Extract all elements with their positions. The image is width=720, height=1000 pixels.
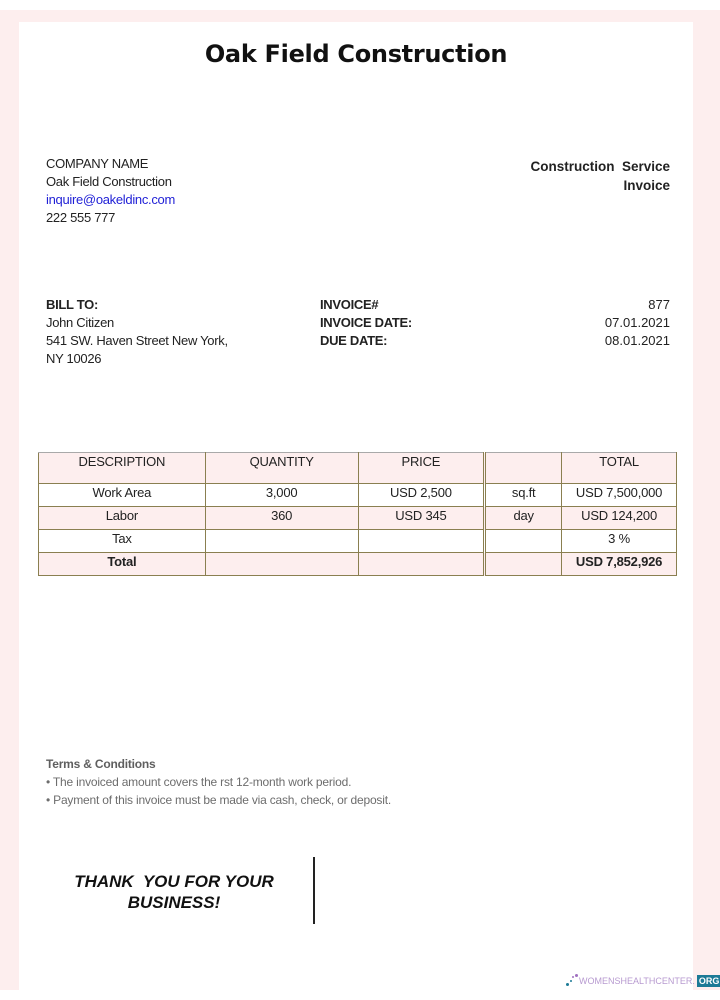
watermark-dots-icon: [566, 974, 578, 988]
company-phone: 222 555 777: [46, 210, 115, 225]
watermark-badge: ORG: [698, 976, 720, 986]
column-header-quantity: QUANTITY: [205, 453, 358, 484]
thank-you-line2: BUSINESS!: [127, 893, 221, 912]
invoice-number-row: [320, 296, 670, 314]
invoice-number-value: 877: [648, 297, 670, 312]
cell-unit: day: [485, 507, 562, 530]
cell-description: Total: [39, 553, 206, 576]
cell-total: 3 %: [562, 530, 677, 553]
column-header-unit: [485, 453, 562, 484]
cell-price: USD 2,500: [358, 484, 485, 507]
watermark: [566, 974, 720, 988]
invoice-date-row: [320, 314, 670, 332]
cell-description: Work Area: [39, 484, 206, 507]
company-label: COMPANY NAME: [46, 156, 149, 171]
bill-to-label: BILL TO:: [46, 297, 99, 312]
bill-to-name: John Citizen: [46, 315, 114, 330]
cell-unit: sq.ft: [485, 484, 562, 507]
due-date-label: DUE DATE:: [320, 333, 388, 348]
document-type-line1: Construction Service: [530, 159, 670, 174]
terms-heading: Terms & Conditions: [46, 757, 156, 771]
cell-quantity: [205, 553, 358, 576]
table-row: [39, 530, 677, 553]
invoice-date-value: 07.01.2021: [604, 315, 670, 330]
invoice-number-label: INVOICE#: [320, 297, 379, 312]
bill-to: [46, 296, 228, 368]
invoice-date-label: INVOICE DATE:: [320, 315, 412, 330]
cell-unit: [485, 553, 562, 576]
cell-quantity: 360: [205, 507, 358, 530]
invoice-meta: [320, 296, 670, 350]
thank-you-line1: THANK YOU FOR YOUR: [74, 872, 274, 891]
cell-price: [358, 530, 485, 553]
column-header-price: PRICE: [358, 453, 485, 484]
table-row-total: [39, 553, 677, 576]
terms-and-conditions: [46, 755, 391, 809]
table-row: [39, 507, 677, 530]
page-title: Oak Field Construction: [204, 40, 508, 68]
cell-total: USD 124,200: [562, 507, 677, 530]
line-items-table: [38, 452, 677, 576]
vertical-divider: [313, 857, 315, 924]
terms-item: • Payment of this invoice must be made via cash, check, or deposit.: [46, 793, 391, 807]
document-type: [530, 157, 670, 195]
table-header-row: [39, 453, 677, 484]
company-name: Oak Field Construction: [46, 174, 172, 189]
due-date-value: 08.01.2021: [604, 333, 670, 348]
column-header-total: TOTAL: [562, 453, 677, 484]
company-info: [46, 155, 175, 227]
cell-description: Labor: [39, 507, 206, 530]
due-date-row: [320, 332, 670, 350]
column-header-description: DESCRIPTION: [39, 453, 206, 484]
cell-total: USD 7,852,926: [562, 553, 677, 576]
cell-quantity: 3,000: [205, 484, 358, 507]
bill-to-address-line1: 541 SW. Haven Street New York,: [46, 333, 228, 348]
cell-unit: [485, 530, 562, 553]
cell-total: USD 7,500,000: [562, 484, 677, 507]
invoice-page: [19, 22, 693, 990]
bill-to-address-line2: NY 10026: [46, 351, 102, 366]
terms-item: • The invoiced amount covers the rst 12-month work period.: [46, 775, 352, 789]
thank-you-message: [49, 871, 299, 913]
cell-description: Tax: [39, 530, 206, 553]
document-type-line2: Invoice: [623, 178, 670, 193]
cell-price: USD 345: [358, 507, 485, 530]
table-row: [39, 484, 677, 507]
watermark-text: WOMENSHEALTHCENTER.: [579, 976, 695, 986]
cell-price: [358, 553, 485, 576]
company-email-link[interactable]: inquire@oakeldinc.com: [46, 192, 176, 207]
cell-quantity: [205, 530, 358, 553]
